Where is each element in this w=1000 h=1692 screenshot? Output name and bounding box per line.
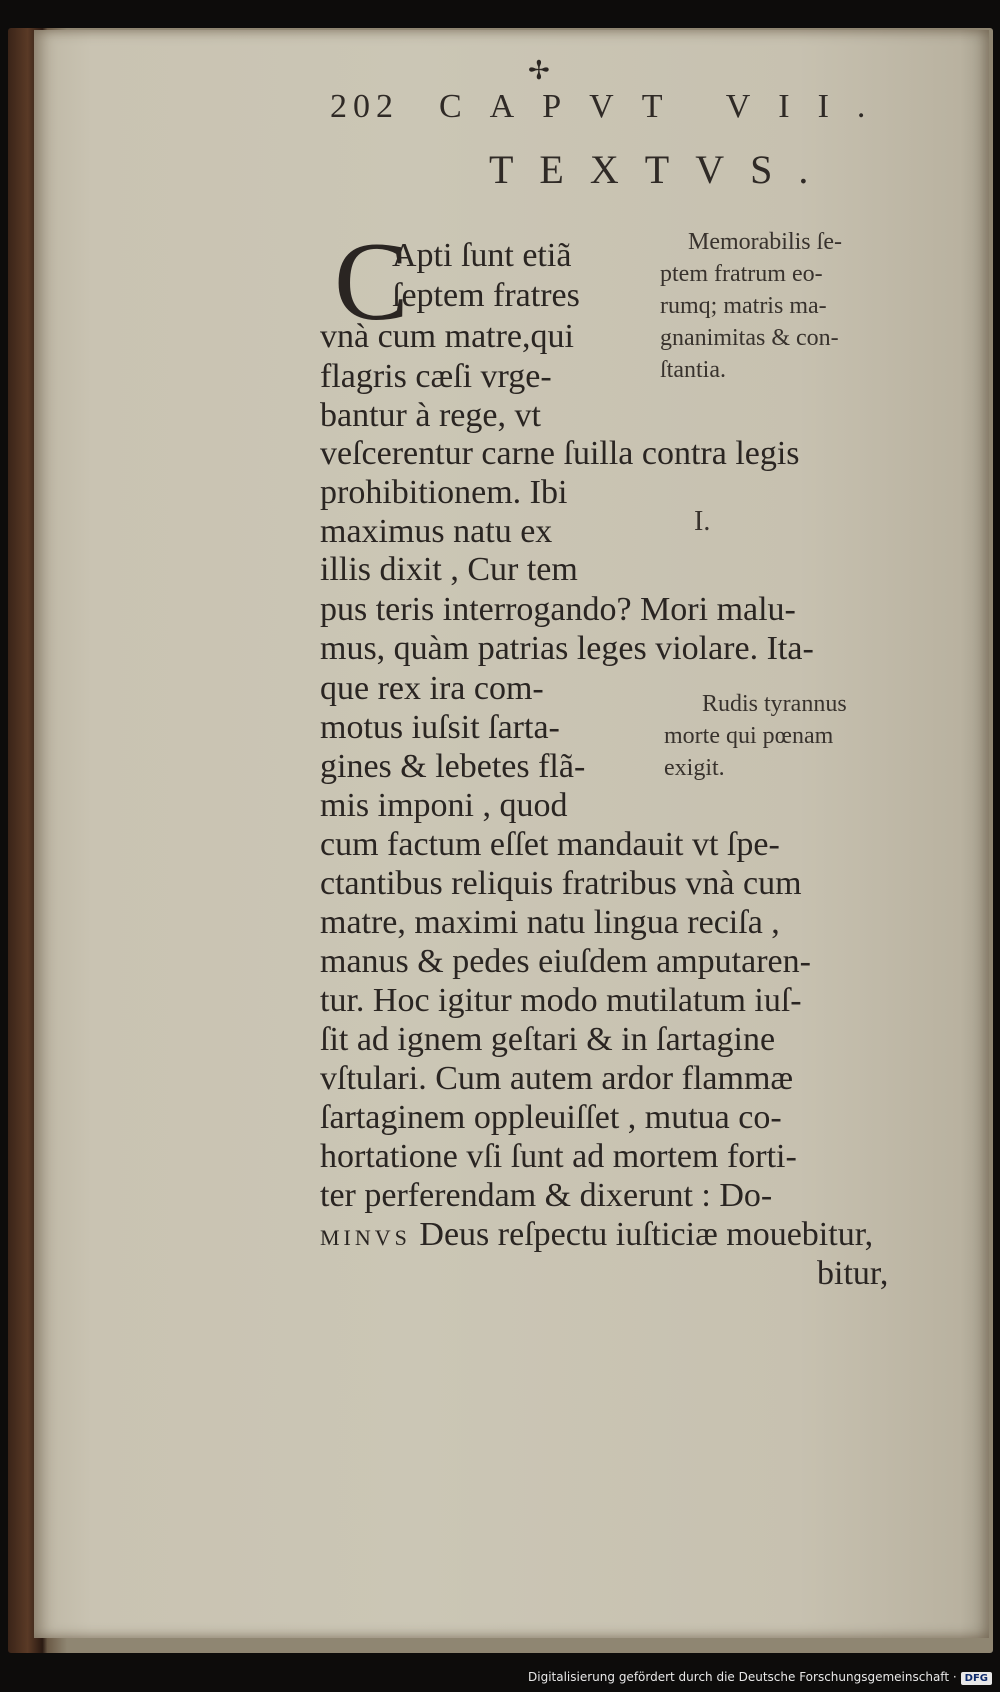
smallcaps-word: MINVS [320,1225,411,1250]
drop-cap: C [334,220,409,344]
text-line: pus teris interrogando? Mori malu- [320,591,796,628]
text-line: mus, quàm patrias leges violare. Ita- [320,630,814,667]
marginal-note-line: Rudis tyrannus [702,691,847,717]
section-title: TEXTVS. [489,147,835,192]
footer-credit-text: Digitalisierung gefördert durch die Deutsche Forschungsgemeinschaft · [528,1670,957,1684]
text-line: ſeptem fratres [392,277,580,314]
catchword: bitur, [817,1255,889,1292]
text-line: mis imponi , quod [320,787,568,824]
footer-credit [528,1670,992,1685]
marginal-note-line: Memorabilis ſe- [688,229,842,255]
text-line: matre, maximi natu lingua reciſa , [320,904,780,941]
text-line: maximus natu ex [320,513,553,550]
text-line: manus & pedes eiuſdem amputaren- [320,943,811,980]
text-line: illis dixit , Cur tem [320,551,578,588]
marginal-note-line: morte qui pœnam [664,723,834,749]
running-head [34,88,989,132]
text-line: motus iuſsit ſarta- [320,709,560,746]
marginal-note-line: exigit. [664,755,725,781]
text-line: veſcerentur carne ſuilla contra legis [320,435,800,472]
text-line: ſartaginem oppleuiſſet , mutua co- [320,1099,782,1136]
text-line: cum factum eſſet mandauit vt ſpe- [320,826,780,863]
text-line: flagris cæſi vrge- [320,358,552,395]
text-line: ctantibus reliquis fratribus vnà cum [320,865,802,902]
text-line-rest: Deus reſpectu iuſticiæ mouebitur, [410,1216,874,1253]
text-line: vſtulari. Cum autem ardor flammæ [320,1060,794,1097]
marginal-numeral: I. [694,506,711,537]
text-line [320,1215,873,1258]
page-number: 202 [330,88,399,125]
marginal-note-line: gnanimitas & con- [660,325,839,351]
text-line: que rex ira com- [320,670,544,707]
marginal-note-line: ſtantia. [660,357,726,383]
text-line: gines & lebetes flã- [320,748,586,785]
text-line: ſit ad ignem geſtari & in ſartagine [320,1021,776,1058]
marginal-note-line: ptem fratrum eo- [660,261,823,287]
book-page [34,30,989,1638]
text-line: vnà cum matre,qui [320,318,574,355]
dfg-logo: DFG [961,1672,992,1685]
marginal-note-line: rumq; matris ma- [660,293,827,319]
text-line: prohibitionem. Ibi [320,474,568,511]
text-line: tur. Hoc igitur modo mutilatum iuſ- [320,982,802,1019]
text-line: hortatione vſi ſunt ad mortem forti- [320,1138,797,1175]
chapter-title: CAPVT VII. [439,88,894,125]
text-line: Apti ſunt etiã [392,237,572,274]
text-line: ter perferendam & dixerunt : Do- [320,1177,773,1214]
text-line: bantur à rege, vt [320,397,541,434]
ornament-mark: ✢ [528,56,550,86]
